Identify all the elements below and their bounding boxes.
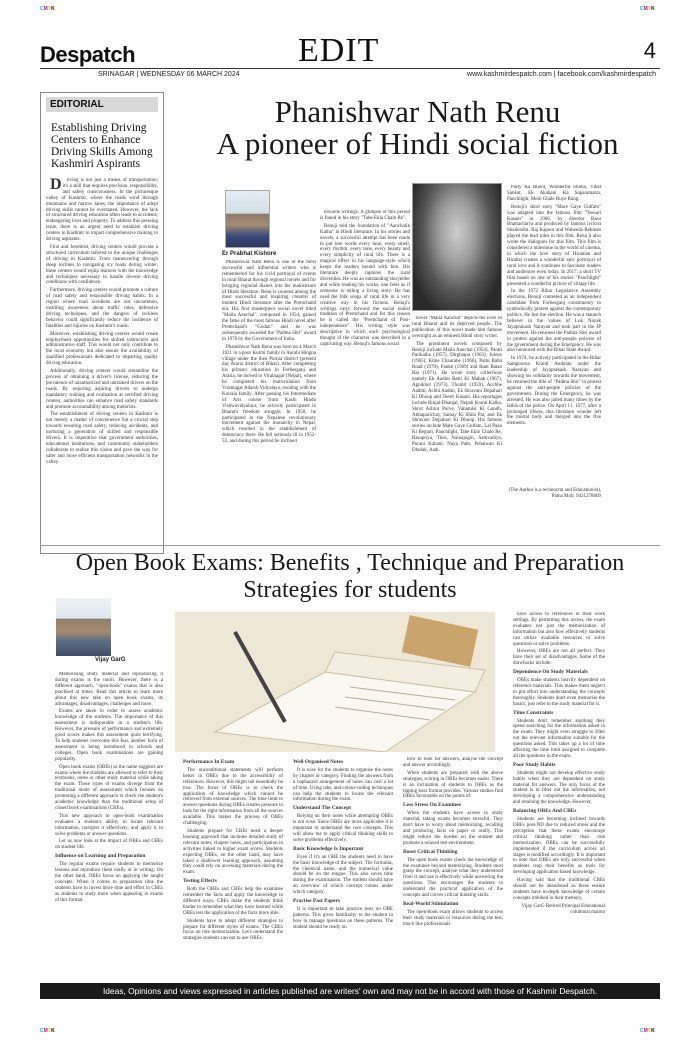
- article-paragraph: It is important to take practice tests on OBE patterns. This gives familiarity to the student in how to manage questions on these patterns. The student should be ready on: [293, 906, 393, 930]
- dateline-bar: [40, 68, 660, 80]
- subheading: Performance In Exam: [183, 759, 235, 765]
- subheading: Dependence On Study Materials: [513, 669, 588, 676]
- top-article-col-1: [222, 260, 316, 540]
- article-paragraph: Both the OBEs and CBEs help the examinee remember the facts and apply the knowledge in different ways. CBEs make the students think harder to remember what they have learned while OBEs test the application of the facts more able.: [183, 887, 283, 916]
- top-article-col-3: [412, 316, 502, 540]
- editorial-body: [46, 178, 158, 466]
- section-title: EDIT: [298, 32, 380, 69]
- subheading: Less Stress On Examinee: [403, 802, 461, 809]
- subheading: Basic Knowledge Is Important: [293, 845, 364, 852]
- second-article-col-3: [293, 757, 393, 977]
- subheading: Understand The Concept: [293, 805, 352, 812]
- editorial-title: Establishing Driving Centers to Enhance Driving Skills Among Kashmiri Aspirants: [51, 122, 153, 170]
- subheading: Well Organised Notes: [293, 759, 344, 765]
- author-name: Vijay GarG: [95, 657, 126, 663]
- editorial-paragraph: The establishment of driving centers in Kashmir is not merely a matter of convenience but a crucial step towards ensuring road safety, reducing accidents, and nurturing a generation of skilled and responsible drivers. It is imperative that government authorities, educational institutions, and community stakeholders collaborate to realize this vision and pave the way for safer and more efficient transportation networks in the valley.: [46, 412, 158, 465]
- web-links[interactable]: www.kashmirdespatch.com | facebook.com/kashmirdespatch: [467, 71, 656, 78]
- cmyk-marks-top-left: CMYK: [40, 6, 55, 12]
- article-paragraph: The open-book exam allows students to access their study materials or resources during the test, much like professionals: [403, 909, 503, 927]
- page-number: 4: [643, 38, 656, 63]
- second-article-col-2: [183, 757, 283, 977]
- article-paragraph: Party Ka Bhoot, Wonderful Studio, Vikat Sankat, Ek Akahani Ka Saparamatra, Panchlight, Mein Ghale Ruye Rang.: [507, 185, 601, 202]
- article-paragraph: The unconditional statements will perform better in OBEs due to the accessibility of references. However, this might not essentially be true. The focus of OBEs is to check the application of knowledge which cannot be retrieved from external sources. The time limit to answer questions during OBEs creates pressure to look for the right information from all the sources available. This makes the process of OBEs challenging.: [183, 767, 283, 827]
- newspaper-logo: Despatch: [40, 42, 136, 67]
- top-article-col-2: [320, 210, 410, 540]
- subheading: Poor Study Habits: [513, 761, 556, 768]
- article-paragraph: Open book exams (OBEs) as the name suggests are exams where the students are allowed to refer to their textbooks, notes or other study material while taking the exam. These types of exams diverge from the traditional mode of assessment which focuses on promoting a different approach to check the student's academic knowledge than the traditional setup of closed book examinations (CBEs).: [55, 764, 163, 811]
- author-name: Er Prabhat Kishore: [222, 251, 277, 257]
- second-article-col-4: [403, 757, 503, 977]
- headline-line-2: A pioneer of Hindi social fiction: [216, 126, 619, 161]
- article-paragraph: The regular exams require students to memorize lessons and reproduce them orally or in writing. On the other hand, OBEs focus on applying the taught concepts. When it comes to preparation time the students have to invest more time and effort in CBEs as students to study more when appearing in exams of this format.: [55, 862, 163, 903]
- cmyk-marks-bottom-right: CMYK: [640, 1028, 655, 1034]
- cmyk-marks-bottom-left: CMYK: [40, 1028, 55, 1034]
- editorial-paragraph: Moreover, establishing driving centers would create employment opportunities for skilled instructors and administrative staff. This would not only contribute to the local economy but also ensure the availability of qualified professionals dedicated to imparting quality driving education.: [46, 331, 158, 367]
- article-paragraph: towards writings. A glimpse of this period is found in his story "Tabe Ekla Chalo Re".: [320, 210, 410, 221]
- disclaimer-footer: Ideas, Opinions and views expressed in articles published are writers' own and may not be in accord with those of Kashmir Despatch.: [40, 983, 660, 999]
- editorial-paragraph: Driving is not just a means of transportation; it's a skill that requires precision, responsibility, and safety consciousness. In the picturesque valley of Kashmir, where the roads wind through mountains and narrow lanes, the importance of adept driving skills cannot be overstated. However, the lack of structured driving education often leads to accidents, endangering lives and property. To address this pressing issue, there is an urgent need to establish driving centers in Kashmir to impart comprehensive training to driving aspirants.: [46, 176, 158, 243]
- article-paragraph: Students don't remember anything they spend searching for the information asked in the exam. They might even struggle to filter out the relevant information suitable for the questions asked. This takes up a lot of time affecting the time limit assigned to complete all the questions in the exam.: [513, 718, 605, 759]
- editorial-paragraph: First and foremost, driving centers would provide a structured curriculum tailored to the unique challenges of driving in Kashmir. From maneuvering through steep inclines to navigating icy roads during winter, these centers would equip learners with the knowledge and techniques necessary to handle diverse driving conditions with confidence.: [46, 244, 158, 286]
- article-paragraph: how to look for answers, analyse the concept and answer accordingly.: [403, 757, 503, 768]
- subheading: Testing Effects: [183, 878, 217, 885]
- article-paragraph: However, OBEs are not all perfect. They have their set of disadvantages. Some of the drawbacks include:: [513, 649, 605, 667]
- subheading: Balancing OBEs And CBEs: [513, 808, 577, 815]
- article-paragraph: Relying on their notes while attempting OBEs is not wise. Since OBEs are more applicable it is important to understand the core concepts. This will allow me to apply critical thinking skills to solve problems effectively.: [293, 814, 393, 843]
- subheading: Boost Critical Thinking: [403, 848, 458, 855]
- editorial-paragraph: Additionally, driving centers would streamline the process of obtaining a driver's license, reducing the prevalence of unauthorized and untrained drivers on the roads. By requiring aspiring drivers to undergo mandatory training and evaluation at certified driving centers, authorities can enhance road safety standards and promote accountability among motorists.: [46, 369, 158, 410]
- subheading: Practise Past Papers: [293, 898, 341, 905]
- article-paragraph: When the students have access to study material, taking exams becomes stressful. They don't have to worry about memorizing, recalling and producing facts on paper or orally. This might reduce the burden on the student and promote a relaxed test environment.: [403, 811, 503, 846]
- article-paragraph: Phanishwar Nath Renu is one of the most successful and influential writers who is remembered for his vivid portrayal of events in rural Bharat through regional novels and for bringing regional dialect into the mainstream of Hindi literature. Renu is counted among the most successful and inspiring creators of modern Hindi literature after the Premchand era. His first masterpiece social novel titled "Maila Aanchal", composed in 1954, gained the fame of the most famous Hindi novel after Premchand's "Godan" and he was subsequently awarded the "Padma Shri" award in 1970 by the Government of India.: [222, 260, 316, 342]
- article-paragraph: Even if it's an OBE the students need to have the basic knowledge of the subject. The formulas, the chemical name, and the numerical value should be on the tongue. This also saves time during the examination. The student should have an overview of which concept comes under which category.: [293, 854, 393, 896]
- subheading: Real-World Stimulation: [403, 900, 459, 907]
- subheading: Influence on Learning and Preparation: [55, 853, 146, 860]
- article-paragraph: Students prepare for CBEs need a deeper learning approach that includes detailed study of relevant notes, chapter notes, and participation in activities linked to higher exam scores. Students expecting OBEs, on the other hand, may have taken a shallower learning approach, assuming they could rely on accessing materials during the exam.: [183, 828, 283, 876]
- editorial-paragraph: Furthermore, driving centers would promote a culture of road safety and responsible driving habits. In a region where road accidents are not uncommon, instilling awareness about traffic rules, defensive driving techniques, and the dangers of reckless behavior could significantly reduce the incidence of fatalities and injuries on Kashmir's roads.: [46, 288, 158, 329]
- renu-portrait-photo: [412, 183, 502, 311]
- article-paragraph: have access to references in their work settings. By permitting this access, the exam evaluates not just the memorization of information but also how effectively students can utilize available resources to solve questions or solve problems.: [513, 612, 605, 647]
- article-paragraph: This new approach to open-book examination evaluates a student's ability to locate relevant information, interpret it effectively, and apply it to solve problems or answer questions.: [55, 813, 163, 837]
- article-paragraph: Memorising study material and reproducing it during exams is the norm. However, there is a different approach, "open-book" exams that is also practised at times. Read this article to learn more about this new take on open book exams, its advantages, disadvantages, challenges and more.: [55, 672, 163, 707]
- article-paragraph: Students might not develop effective study habits when they are dependent on study material for answers. The only focus of the student is to filter out the information, not developing a comprehensive understanding and retaining the knowledge. However,: [513, 770, 605, 806]
- article-paragraph: In 1974, he actively participated in the Bihar Sampoorna Kranti Andolan under the leadership of Jayaprakash Narayan and showing his solidarity towards the movement, he returned the title of "Padma Shri" in protest against the anti-people policies of the government. During the Emergency, he was arrested. He was also jailed many times by the lathis of the police. On April 11, 1977, after a prolonged illness, this literature wonder left the mortal body and merged into the five elements.: [507, 356, 601, 427]
- section-divider: [40, 545, 660, 546]
- article-paragraph: Renuji told the foundation of "Aanchalik Katha" in Hindi literature. In his stories and novels, a successful attempt has been made to put into words every tune, every smell, every rhythm, every tone, every beauty and every simplicity of rural life. There is a magical effect in his language-style which keeps the readers bound with him. His literature deeply captures the rural diversities. He was an outstanding storyteller and while reading his works, one feels as if someone is telling a living story. He has used the folk songs of rural life in a very creative way in his fictions. Renuji's writings carry forward the social realist tradition of Premchand and for this reason he is called the "Premchand of Post-independence". His writing style was descriptive in which each psychological thought of the character was described in a captivating way. Renuji's famous social: [320, 223, 410, 347]
- article-paragraph: Students have to adopt different strategies to prepare for different styles of exams. The CBEs focus on rote memorization. Let's understand the strategies students can opt to ace OBEs.: [183, 918, 283, 942]
- book-illustration: [175, 612, 495, 752]
- second-article-col-5: [513, 612, 605, 977]
- cmyk-marks-top-right: CMYK: [640, 6, 655, 12]
- author-photo: [225, 190, 270, 248]
- article-paragraph: When students are prepared with the above strategies, scoring in OBEs becomes easier. There is an inclination of students to OBEs as the tipping boss format provides. Various studies find OBEs favourable on the points of:: [403, 770, 503, 800]
- article-paragraph: Exams are taken in order to assess academic knowledge of the students. The importance of this assessment is indisputable in a student's life. However, the pressure of performance and extremely good scores makes this assessment quite terrifying. To help students overcome this fear, another form of assessment is being introduced in schools and colleges. Open book examinations are gaining popularity.: [55, 709, 163, 762]
- article-paragraph: Having said that the traditional CBEs should not be abandoned as these ensure students have in-depth knowledge of certain concepts imbibed in their memory.: [513, 878, 605, 901]
- editorial-label: EDITORIAL: [46, 97, 158, 112]
- author-note: (The Author is a technocrat and Educationist), Patna Mob. 9431278809: [508, 488, 601, 499]
- top-article-col-4: [507, 185, 601, 485]
- article-paragraph: It is wise for the students to organise the notes by chapter or category. Finding the answers from a haphazard arrangement of notes can cost a lot of time. Using tabs, and colour-coding techniques can help the students to locate the relevant information during the exam.: [293, 767, 393, 803]
- article-paragraph: Let us now look at the impact of OBEs and CBEs on student life.: [55, 839, 163, 851]
- article-paragraph: OBEs make students heavily dependent on reference materials. This makes them neglect to put effort into understanding the concepts thoroughly. Students don't even memorise the basics, just refer to the study material for it.: [513, 678, 605, 707]
- author-byline: Vijay GarG Retired Principal Educational columnist malout: [521, 903, 605, 915]
- article-paragraph: The prominent novels composed by Renuji include Maila Aanchal (1954), Parati Parikatha (1957), Dirghtapa (1963), Juloos (1965), Kitne Chaurahe (1966), Paltu Babu Road (1979), Pankh (1969) and Ram Ratan Rai (1971). He wrote story collections namely Ek Aadim Ratri Ki Mahak (1967), Agnikhor (1973), Thumri (1959), Acchhe Aadmi, Achhi Aadmi, Ek Shravani Dopahari Ki Dhoop and Teesri Kasam. His reportages include Rinjal-Dhanjal, Nepali Kranti Katha, Shrut Ashrut Purve, Vanatulsi Ki Gandh, Atmaparichay, Samay Ki Shila Par, and Ek Shravani Dopahari Ki Dhoop. His famous stories include Mare Gaye Gulfam, Lal Paan Ki Begum, Panchlight, Tabe Eklo Chalo Re, Rasapriya, Thes, Nainajogin, Samvadiya, Purani Kahani: Naya Path, Pehalwan Ki Dholak, Aadi.: [412, 341, 502, 453]
- article-paragraph: Phanishwar Nath Renu was born on 4 March 1921 in a poor Kurmi family in Aurahi Hingna village under the then Purnia district (present day Araria district of Bihar). After completing his primary education in Forbesganj and Araria, he moved to Viratnagar (Nepal), where he completed his matriculation from Viratnagar Adarsh Vidyalaya, residing with the Koirala family. After passing his Intermediate of Arts course from Kashi Hindu Vishwavidyalaya, he actively participated in Bharat's freedom struggle. In 1950, he participated in the Nepalese revolutionary movement against the monarchy in Nepal, which resulted in the establishment of democracy there. He fell seriously ill in 1952-53, and during this period he inclined: [222, 344, 316, 445]
- masthead: [40, 32, 660, 69]
- top-article-headline: [175, 96, 660, 160]
- editorial-column: [40, 92, 164, 554]
- article-paragraph: Students are becoming inclined towards OBEs post-ND due to reduced stress and the perception that these exams encourage critical thinking rather than rote memorization. OBEs can be successfully implemented if the curriculum across all stages is modified accordingly. It is important to note that OBEs are only successful when students reap their benefits as tools for developing application based knowledge.: [513, 817, 605, 876]
- subheading: Time Constraints: [513, 709, 554, 716]
- author-photo: [56, 598, 111, 656]
- dateline: SRINAGAR | WEDNESDAY 06 MARCH 2024: [98, 71, 240, 78]
- article-paragraph: In the 1972 Bihar Legislative Assembly elections, Renuji contested as an independent candidate from Forbesganj constituency to symbolically protest against the contemporary politics. He lost the election. He was a staunch believer in the values of Lok Nayak Jayaprakash Narayan and took part in the JP movement. He returned the Padma Shri award in protest against the anti-people policies of the government during the Emergency. He was also honoured with the Bihar State Award.: [507, 289, 601, 354]
- article-paragraph: novel "Maila Aanchal" depicts the lives of rural Bharat and its deprived people. The publication of this novel made him famous overnight as an eminent Hindi story writer.: [412, 316, 502, 339]
- article-paragraph: Renuji's short story "Mare Gaye Gulfam" was adapted into the famous film "Teesari Kasam" in 1966, by director Basu Bhattacharya and produced by famous lyricist Shailendra. Raj Kapoor and Waheeda Rehman played the lead roles in this film. Renu ji also wrote the dialogues for this film. This film is considered a milestone in the world of cinema, in which the love story of Hiraman and Hirabai creates a wonderful epic portrayal of rural love and it continues to fascinate readers and audiences even today. In 2017, a short TV film based on one of his stories "Panchlight" presented a wonderful picture of village life.: [507, 204, 601, 287]
- second-article-col-1: [55, 672, 163, 977]
- article-paragraph: The open book exams check the knowledge of the examinee beyond memorizing. Students must grasp the concept, analyse what they understood from it and use it effectively while answering the questions. This encourages the students to understand the practical application of the concepts and curves critical thinking skills.: [403, 857, 503, 899]
- second-article-headline: Open Book Exams: Benefits , Technique and Preparation Strategies for students: [75, 550, 625, 603]
- headline-line-1: Phanishwar Nath Renu: [274, 94, 561, 129]
- open-book-exam-photo: [175, 612, 495, 752]
